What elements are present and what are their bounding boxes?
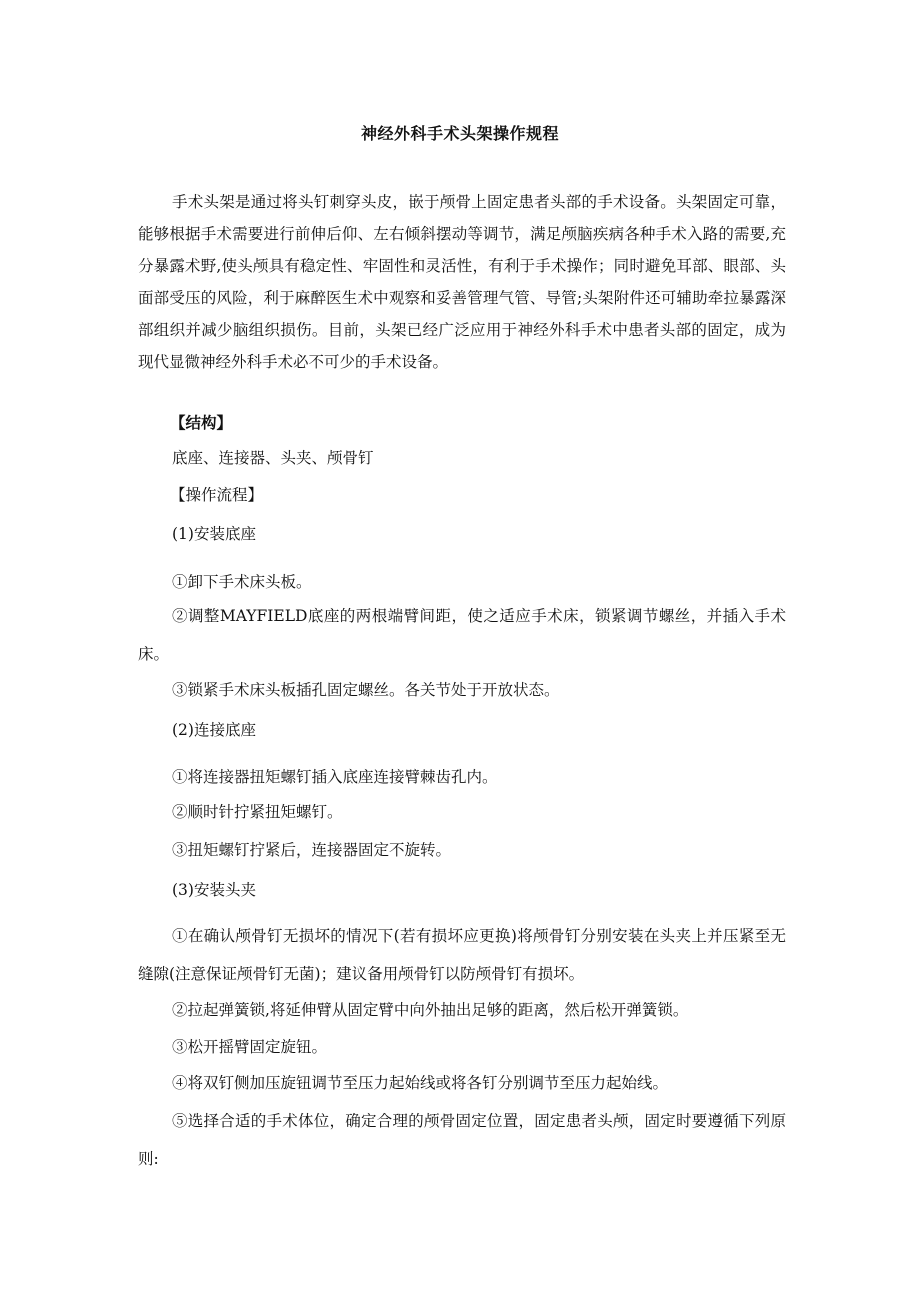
section2-step1: ①将连接器扭矩螺钉插入底座连接臂棘齿孔内。 xyxy=(172,768,498,786)
intro-paragraph: 手术头架是通过将头钉刺穿头皮，嵌于颅骨上固定患者头部的手术设备。头架固定可靠，能够根据手术需要进行前伸后仰、左右倾斜摆动等调节，满足颅脑疾病各种手术入路的需要,充分暴露术野,使头颅具有稳定性、牢固性和灵活性，有利于手术操作；同时避免耳部、眼部、头面部受压的风险，利于麻醉医生术中观察和妥善管理气管、导管;头架附件还可辅助牵拉暴露深部组织并减少脑组织损伤。目前，头架已经广泛应用于神经外科手术中患者头部的固定，成为现代显微神经外科手术必不可少的手术设备。 xyxy=(138,193,786,371)
section3-step4: ④将双钉侧加压旋钮调节至压力起始线或将各钉分别调节至压力起始线。 xyxy=(172,1074,669,1092)
section2-step3: ③扭矩螺钉拧紧后，连接器固定不旋转。 xyxy=(172,841,452,859)
section1-step1: ①卸下手术床头板。 xyxy=(172,573,312,591)
section2-step2: ②顺时针拧紧扭矩螺钉。 xyxy=(172,803,343,821)
section3-step5: ⑤选择合适的手术体位，确定合理的颅骨固定位置，固定患者头颅，固定时要遵循下列原则: xyxy=(138,1112,786,1168)
structure-items: 底座、连接器、头夹、颅骨钉 xyxy=(172,449,374,467)
section1-step2: ②调整MAYFIELD底座的两根端臂间距，使之适应手术床，锁紧调节螺丝，并插入手术床。 xyxy=(138,607,786,663)
section3-step2: ②拉起弹簧锁,将延伸臂从固定臂中向外抽出足够的距离，然后松开弹簧锁。 xyxy=(172,1001,689,1019)
section2-heading: (2)连接底座 xyxy=(172,721,256,739)
section1-heading: (1)安装底座 xyxy=(172,525,256,543)
document-title: 神经外科手术头架操作规程 xyxy=(360,124,559,143)
section3-heading: (3)安装头夹 xyxy=(172,881,256,899)
procedure-heading: 【操作流程】 xyxy=(170,486,264,504)
section3-step1: ①在确认颅骨钉无损坏的情况下(若有损坏应更换)将颅骨钉分别安装在头夹上并压紧至无缝隙(注意保证颅骨钉无菌)；建议备用颅骨钉以防颅骨钉有损坏。 xyxy=(138,927,786,983)
section3-step3: ③松开摇臂固定旋钮。 xyxy=(172,1038,328,1056)
section1-step3: ③锁紧手术床头板插孔固定螺丝。各关节处于开放状态。 xyxy=(172,681,560,699)
structure-heading: 【结构】 xyxy=(170,413,233,432)
